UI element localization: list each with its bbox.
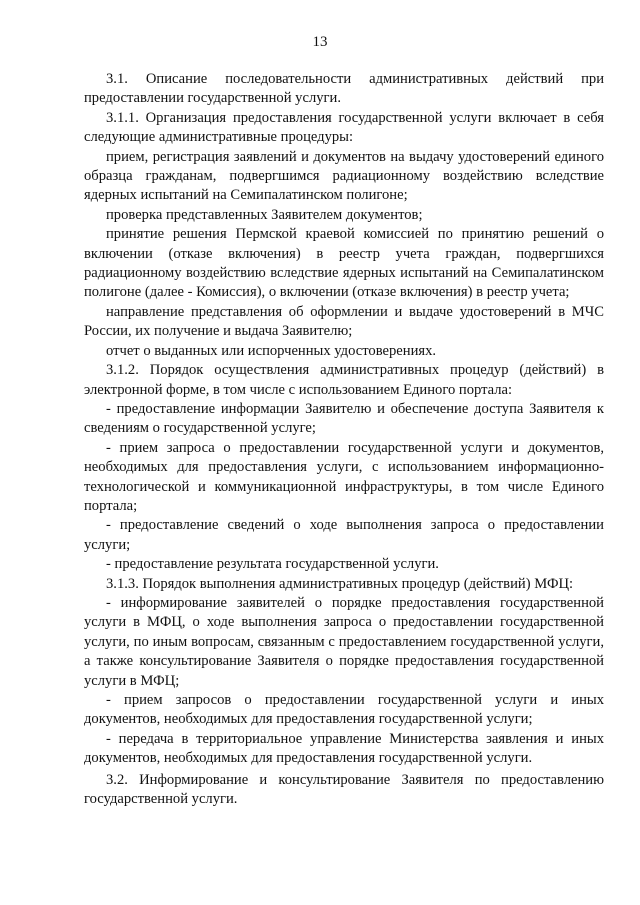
list-item-mfc-transfer: - передача в территориальное управление Министерства заявления и иных документов, необходимых для предоставления государственной услуги. — [84, 730, 604, 767]
list-item-document-check: проверка представленных Заявителем документов; — [106, 206, 423, 223]
list-item-mfc-intake: - прием запросов о предоставлении государственной услуги и иных документов, необходимых для предоставления государственной услуги; — [84, 692, 604, 728]
list-item-registration: прием, регистрация заявлений и документов на выдачу удостоверений единого образца гражданам, подвергшимся радиационному воздействию вследствие ядерных испытаний на Семипалатинском полигоне; — [84, 148, 604, 204]
paragraph-3-1-3: 3.1.3. Порядок выполнения административных процедур (действий) МФЦ: — [106, 575, 574, 592]
paragraph-3-1-2: 3.1.2. Порядок осуществления административных процедур (действий) в электронной форме, в том числе с использованием Единого портала: — [84, 362, 604, 398]
list-item-request-intake: - прием запроса о предоставлении государственной услуги и документов, необходимых для предоставления услуги, с использованием информационно-технологической и коммуникационной инфраструктуры, в том числе Единого портала; — [84, 439, 604, 514]
paragraph-3-1-1: 3.1.1. Организация предоставления государственной услуги включает в себя следующие административные процедуры: — [84, 109, 604, 146]
list-item-commission-decision: принятие решения Пермской краевой комиссией по принятию решений о включении (отказе включения) в реестр учета граждан, подвергшихся радиационному воздействию вследствие ядерных испытаний на Семипалатинском полигоне (далее - Комиссия), о включении (отказе включения) в реестр учета; — [84, 226, 604, 301]
list-item-report: отчет о выданных или испорченных удостоверениях. — [106, 342, 437, 359]
list-item-info-access: - предоставление информации Заявителю и обеспечение доступа Заявителя к сведениям о государственной услуге; — [84, 400, 604, 437]
paragraph-3-1: 3.1. Описание последовательности административных действий при предоставлении государственной услуги. — [84, 71, 604, 107]
list-item-status-info: - предоставление сведений о ходе выполнения запроса о предоставлении услуги; — [84, 517, 604, 553]
paragraph-3-2: 3.2. Информирование и консультирование Заявителя по предоставлению государственной услуги. — [84, 771, 604, 808]
document-body — [84, 70, 604, 809]
list-item-result: - предоставление результата государственной услуги. — [106, 556, 439, 573]
list-item-mfc-informing: - информирование заявителей о порядке предоставления государственной услуги в МФЦ, о ходе выполнения запроса о предоставлении государственной услуги, по иным вопросам, связанным с предоставлением государственной услуги, а также консультирование Заявителя о порядке предоставления государственной услуги в МФЦ; — [84, 594, 604, 689]
list-item-mchs-submission: направление представления об оформлении и выдаче удостоверений в МЧС России, их получение и выдача Заявителю; — [84, 303, 604, 340]
page-number: 13 — [312, 34, 328, 50]
